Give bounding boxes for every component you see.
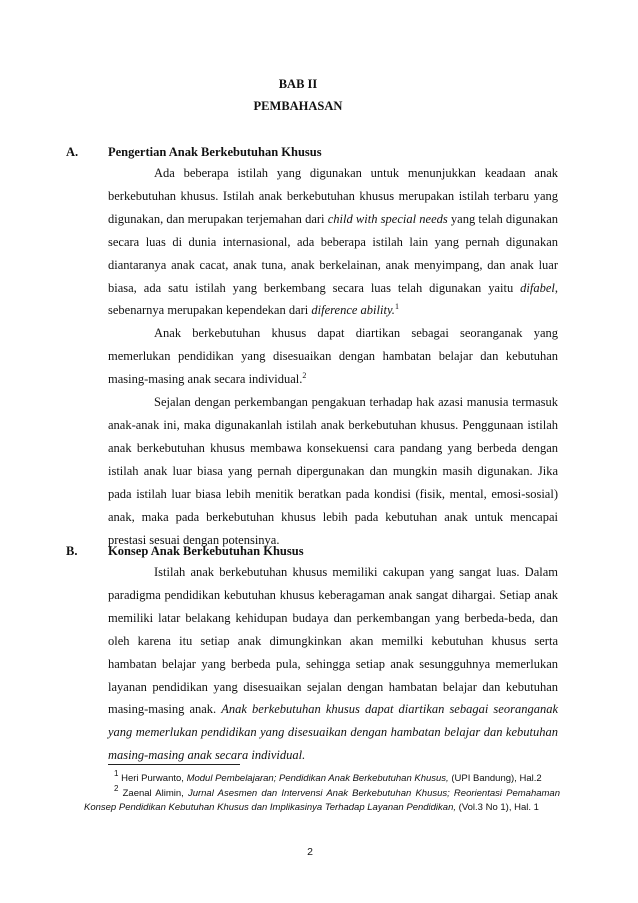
footnote-text: (UPI Bandung), Hal.2: [448, 773, 542, 784]
section-b-body: [108, 561, 558, 767]
paragraph: [108, 322, 558, 391]
section-a-body: [108, 162, 558, 551]
italic-text: Anak berkebutuhan khusus dapat diartikan sebagai seoranganak yang memerlukan pendidikan yang disesuaikan dengan hambatan belajar dan kebutuhan masing-masing anak secara individual.: [108, 702, 558, 763]
paragraph-text: yang telah digunakan secara luas di dunia internasional, ada beberapa istilah lain yang pernah digunakan diantaranya anak cacat, anak tuna, anak berkelainan, anak menyimpang, dan anak luar biasa, ada satu istilah yang berkembang secara luas telah digunakan yaitu: [108, 211, 558, 295]
paragraph-text: Istilah anak berkebutuhan khusus memiliki cakupan yang sangat luas. Dalam paradigma pendidikan kebutuhan khusus keberagaman anak sangat dihargai. Setiap anak memiliki latar belakang kehidupan budaya dan perkembangan yang berbeda-beda, dan oleh karena itu setiap anak dimungkinkan akan memilki kebutuhan khusus serta hambatan belajar yang berbeda pula, sehingga setiap anak sesungguhnya memerlukan layanan pendidikan yang disesuaikan sejalan dengan hambatan belajar dan kebutuhan masing-masing anak.: [108, 565, 558, 717]
footnote-ref[interactable]: 1: [394, 302, 399, 312]
footnote-ref[interactable]: 2: [302, 371, 307, 381]
italic-term: child with special needs: [327, 211, 448, 226]
footnote-text: Heri Purwanto,: [118, 773, 187, 784]
footnote-number: 2: [114, 783, 119, 793]
footnote: [84, 769, 560, 787]
chapter-title: PEMBAHASAN: [253, 99, 343, 113]
footnotes: [84, 769, 560, 816]
section-a-letter: A.: [66, 145, 79, 159]
chapter-label: BAB II: [278, 77, 318, 91]
page-number: 2: [307, 846, 313, 858]
paragraph: [108, 561, 558, 767]
section-b-letter: B.: [66, 544, 78, 558]
section-a-heading: [66, 145, 322, 160]
footnote: [84, 783, 560, 816]
paragraph-text: Sejalan dengan perkembangan pengakuan terhadap hak azasi manusia termasuk anak-anak ini, maka digunakanlah istilah anak berkebutuhan khusus. Penggunaan istilah anak berkebutuhan khusus membawa konsekuensi cara pandang yang berbeda dengan istilah anak luar biasa yang pernah dipergunakan dan mungkin masih digunakan. Jika pada istilah luar biasa lebih menitik beratkan pada kondisi (fisik, mental, emosi-sosial) anak, maka pada berkebutuhan khusus lebih pada kebutuhan anak untuk mencapai prestasi sesuai dengan potensinya.: [108, 395, 558, 547]
italic-term: diference ability.: [311, 303, 395, 318]
section-b-title: Konsep Anak Berkebutuhan Khusus: [108, 544, 304, 558]
paragraph-text: Anak berkebutuhan khusus dapat diartikan sebagai seoranganak yang memerlukan pendidikan yang disesuaikan dengan hambatan belajar dan kebutuhan masing-masing anak secara individual.: [108, 326, 558, 387]
paragraph-text: , sebenarnya merupakan kependekan dari: [108, 280, 558, 318]
footnote-title: Jurnal Asesmen dan Intervensi Anak Berkebutuhan Khusus; Reorientasi Pemahaman Konsep Pendidikan Kebutuhan Khusus dan Implikasinya Terhadap Layanan Pendidikan,: [84, 787, 560, 813]
section-b-heading: [66, 544, 304, 559]
paragraph: [108, 391, 558, 551]
paragraph: [108, 162, 558, 322]
footnote-text: Zaenal Alimin,: [118, 787, 188, 799]
footnote-divider: [108, 764, 240, 765]
paragraph-text: Ada beberapa istilah yang digunakan untuk menunjukkan keadaan anak berkebutuhan khusus. Istilah anak berkebutuhan khusus merupakan istilah terbaru yang digunakan, dan merupakan terjemahan dari: [108, 166, 558, 226]
section-a-title: Pengertian Anak Berkebutuhan Khusus: [108, 145, 322, 159]
footnote-text: (Vol.3 No 1), Hal. 1: [456, 802, 539, 813]
footnote-number: 1: [114, 769, 119, 778]
footnote-title: Modul Pembelajaran; Pendidikan Anak Berkebutuhan Khusus,: [186, 773, 449, 784]
italic-term: difabel: [520, 280, 555, 295]
